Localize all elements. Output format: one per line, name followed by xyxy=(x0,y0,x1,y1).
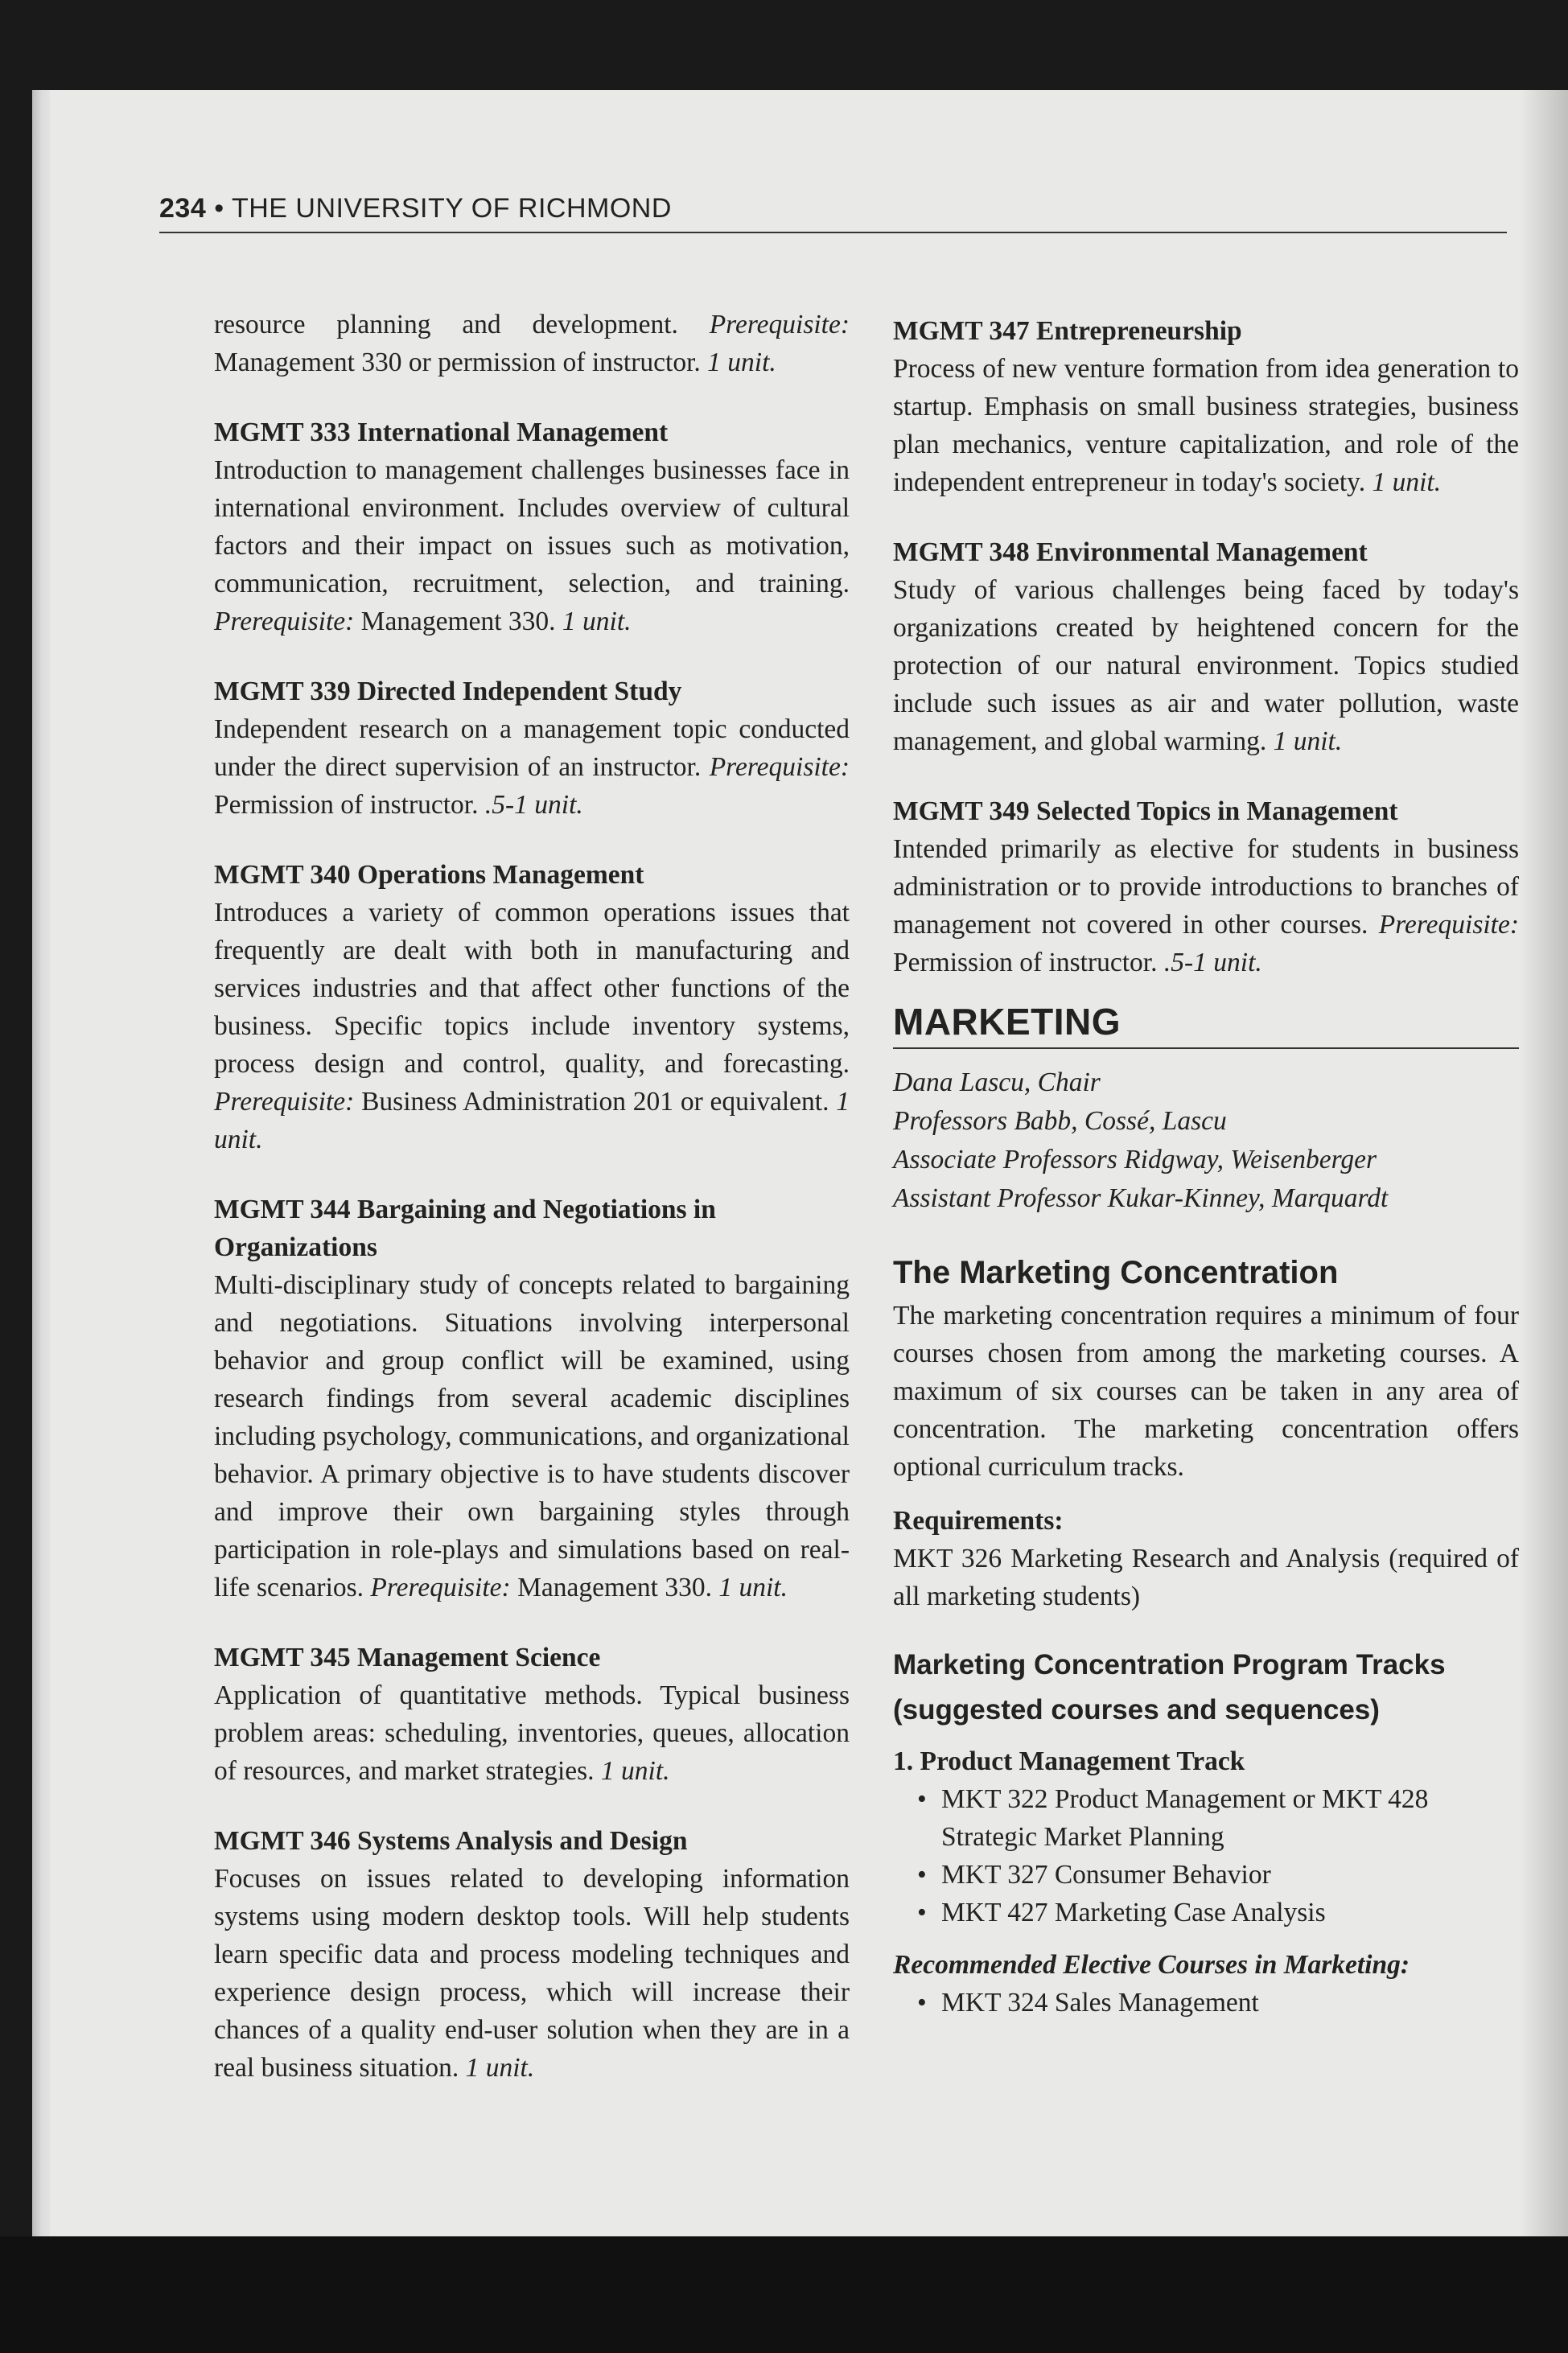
requirements-text: MKT 326 Marketing Research and Analysis (required of all marketing students) xyxy=(893,1544,1519,1611)
track-course-list xyxy=(893,1780,1519,1931)
page-number: 234 xyxy=(159,193,207,224)
concentration-text: The marketing concentration requires a minimum of four courses chosen from among the marketing courses. A maximum of six courses can be taken in any area of concentration. The marketing concentration offers optional curriculum tracks. xyxy=(893,1301,1519,1482)
faculty-line: Professors Babb, Cossé, Lascu xyxy=(893,1106,1227,1136)
left-column xyxy=(214,306,850,2119)
course-entry xyxy=(214,306,850,381)
faculty-line: Assistant Professor Kukar-Kinney, Marquardt xyxy=(893,1183,1389,1213)
tracks-heading-line: (suggested courses and sequences) xyxy=(893,1694,1380,1726)
header-bullet: • xyxy=(214,193,224,224)
course-description: Application of quantitative methods. Typical business problem areas: scheduling, inventories, queues, allocation of resources, and market strategies. 1 unit. xyxy=(214,1680,850,1786)
background-shadow xyxy=(0,2236,1568,2353)
list-item: • MKT 322 Product Management or MKT 428 Strategic Market Planning xyxy=(917,1780,1519,1856)
course-description: Focuses on issues related to developing information systems using modern desktop tools. Will help students learn specific data and process modeling techniques and experience design process, which will increase their chances of a quality end-user solution when they are in a real business situation. 1 unit. xyxy=(214,1864,850,2083)
course-description: Process of new venture formation from idea generation to startup. Emphasis on small business strategies, business plan mechanics, venture capitalization, and role of the independent entrepreneur in today's society. 1 unit. xyxy=(893,354,1519,497)
faculty-line: Associate Professors Ridgway, Weisenberger xyxy=(893,1145,1377,1174)
course-entry xyxy=(893,533,1519,760)
list-item: • MKT 327 Consumer Behavior xyxy=(917,1856,1519,1894)
course-title: MGMT 344 Bargaining and Negotiations in Organizations xyxy=(214,1195,716,1262)
course-title: MGMT 339 Directed Independent Study xyxy=(214,677,682,706)
right-column xyxy=(893,312,1519,2022)
course-entry xyxy=(214,1191,850,1606)
course-entry xyxy=(893,312,1519,501)
faculty-list xyxy=(893,1063,1519,1218)
course-title: MGMT 347 Entrepreneurship xyxy=(893,316,1242,346)
course-entry xyxy=(214,673,850,824)
course-title: MGMT 340 Operations Management xyxy=(214,860,644,890)
course-title: MGMT 349 Selected Topics in Management xyxy=(893,796,1398,826)
recommended-electives-label: Recommended Elective Courses in Marketing: xyxy=(893,1950,1410,1980)
folio xyxy=(159,193,672,224)
list-item: • MKT 324 Sales Management xyxy=(917,1984,1519,2022)
course-entry xyxy=(214,856,850,1158)
course-description: resource planning and development. Prerequisite: Management 330 or permission of instructor. 1 unit. xyxy=(214,310,850,377)
course-title: MGMT 348 Environmental Management xyxy=(893,537,1368,567)
recommended-course-list xyxy=(893,1984,1519,2022)
list-item: • MKT 427 Marketing Case Analysis xyxy=(917,1894,1519,1931)
faculty-line: Dana Lascu, Chair xyxy=(893,1067,1101,1097)
course-description: Study of various challenges being faced by today's organizations created by heightened concern for the protection of our natural environment. Topics studied include such issues as air and water pollution, waste management, and global warming. 1 unit. xyxy=(893,575,1519,756)
course-description: Intended primarily as elective for students in business administration or to provide introductions to branches of management not covered in other courses. Prerequisite: Permission of instructor. .5-1 unit. xyxy=(893,834,1520,977)
course-description: Introduces a variety of common operations issues that frequently are dealt with both in manufacturing and services industries and that affect other functions of the business. Specific topics include inventory systems, process design and control, quality, and forecasting. Prerequisite: Business Administration 201 or equivalent. 1 unit. xyxy=(214,898,850,1154)
track-title: 1. Product Management Track xyxy=(893,1746,1245,1776)
requirements-label: Requirements: xyxy=(893,1506,1064,1536)
tracks-heading xyxy=(893,1643,1519,1733)
section-heading-marketing: MARKETING xyxy=(893,999,1519,1049)
running-header xyxy=(159,190,1507,233)
tracks-heading-line: Marketing Concentration Program Tracks xyxy=(893,1649,1446,1680)
course-entry xyxy=(214,1639,850,1790)
course-description: Introduction to management challenges businesses face in international environment. Includes overview of cultural factors and their impact on issues such as motivation, communication, recruitment, selection, and training. Prerequisite: Management 330. 1 unit. xyxy=(214,455,850,636)
course-title: MGMT 346 Systems Analysis and Design xyxy=(214,1826,688,1856)
course-description: Independent research on a management topic conducted under the direct supervision of an instructor. Prerequisite: Permission of instructor. .5-1 unit. xyxy=(214,714,850,820)
running-title: THE UNIVERSITY OF RICHMOND xyxy=(231,193,672,224)
course-entry xyxy=(893,792,1519,981)
course-title: MGMT 333 International Management xyxy=(214,418,669,447)
page-curl-shadow xyxy=(1520,90,1568,2262)
course-entry xyxy=(214,413,850,640)
concentration-heading: The Marketing Concentration xyxy=(893,1255,1339,1290)
course-entry xyxy=(214,1822,850,2087)
course-description: Multi-disciplinary study of concepts related to bargaining and negotiations. Situations involving interpersonal behavior and group conflict will be examined, using research findings from several academic disciplines including psychology, communications, and organizational behavior. A primary objective is to have students discover and improve their own bargaining styles through participation in role-plays and simulations based on real-life scenarios. Prerequisite: Management 330. 1 unit. xyxy=(214,1270,850,1602)
course-title: MGMT 345 Management Science xyxy=(214,1643,601,1672)
